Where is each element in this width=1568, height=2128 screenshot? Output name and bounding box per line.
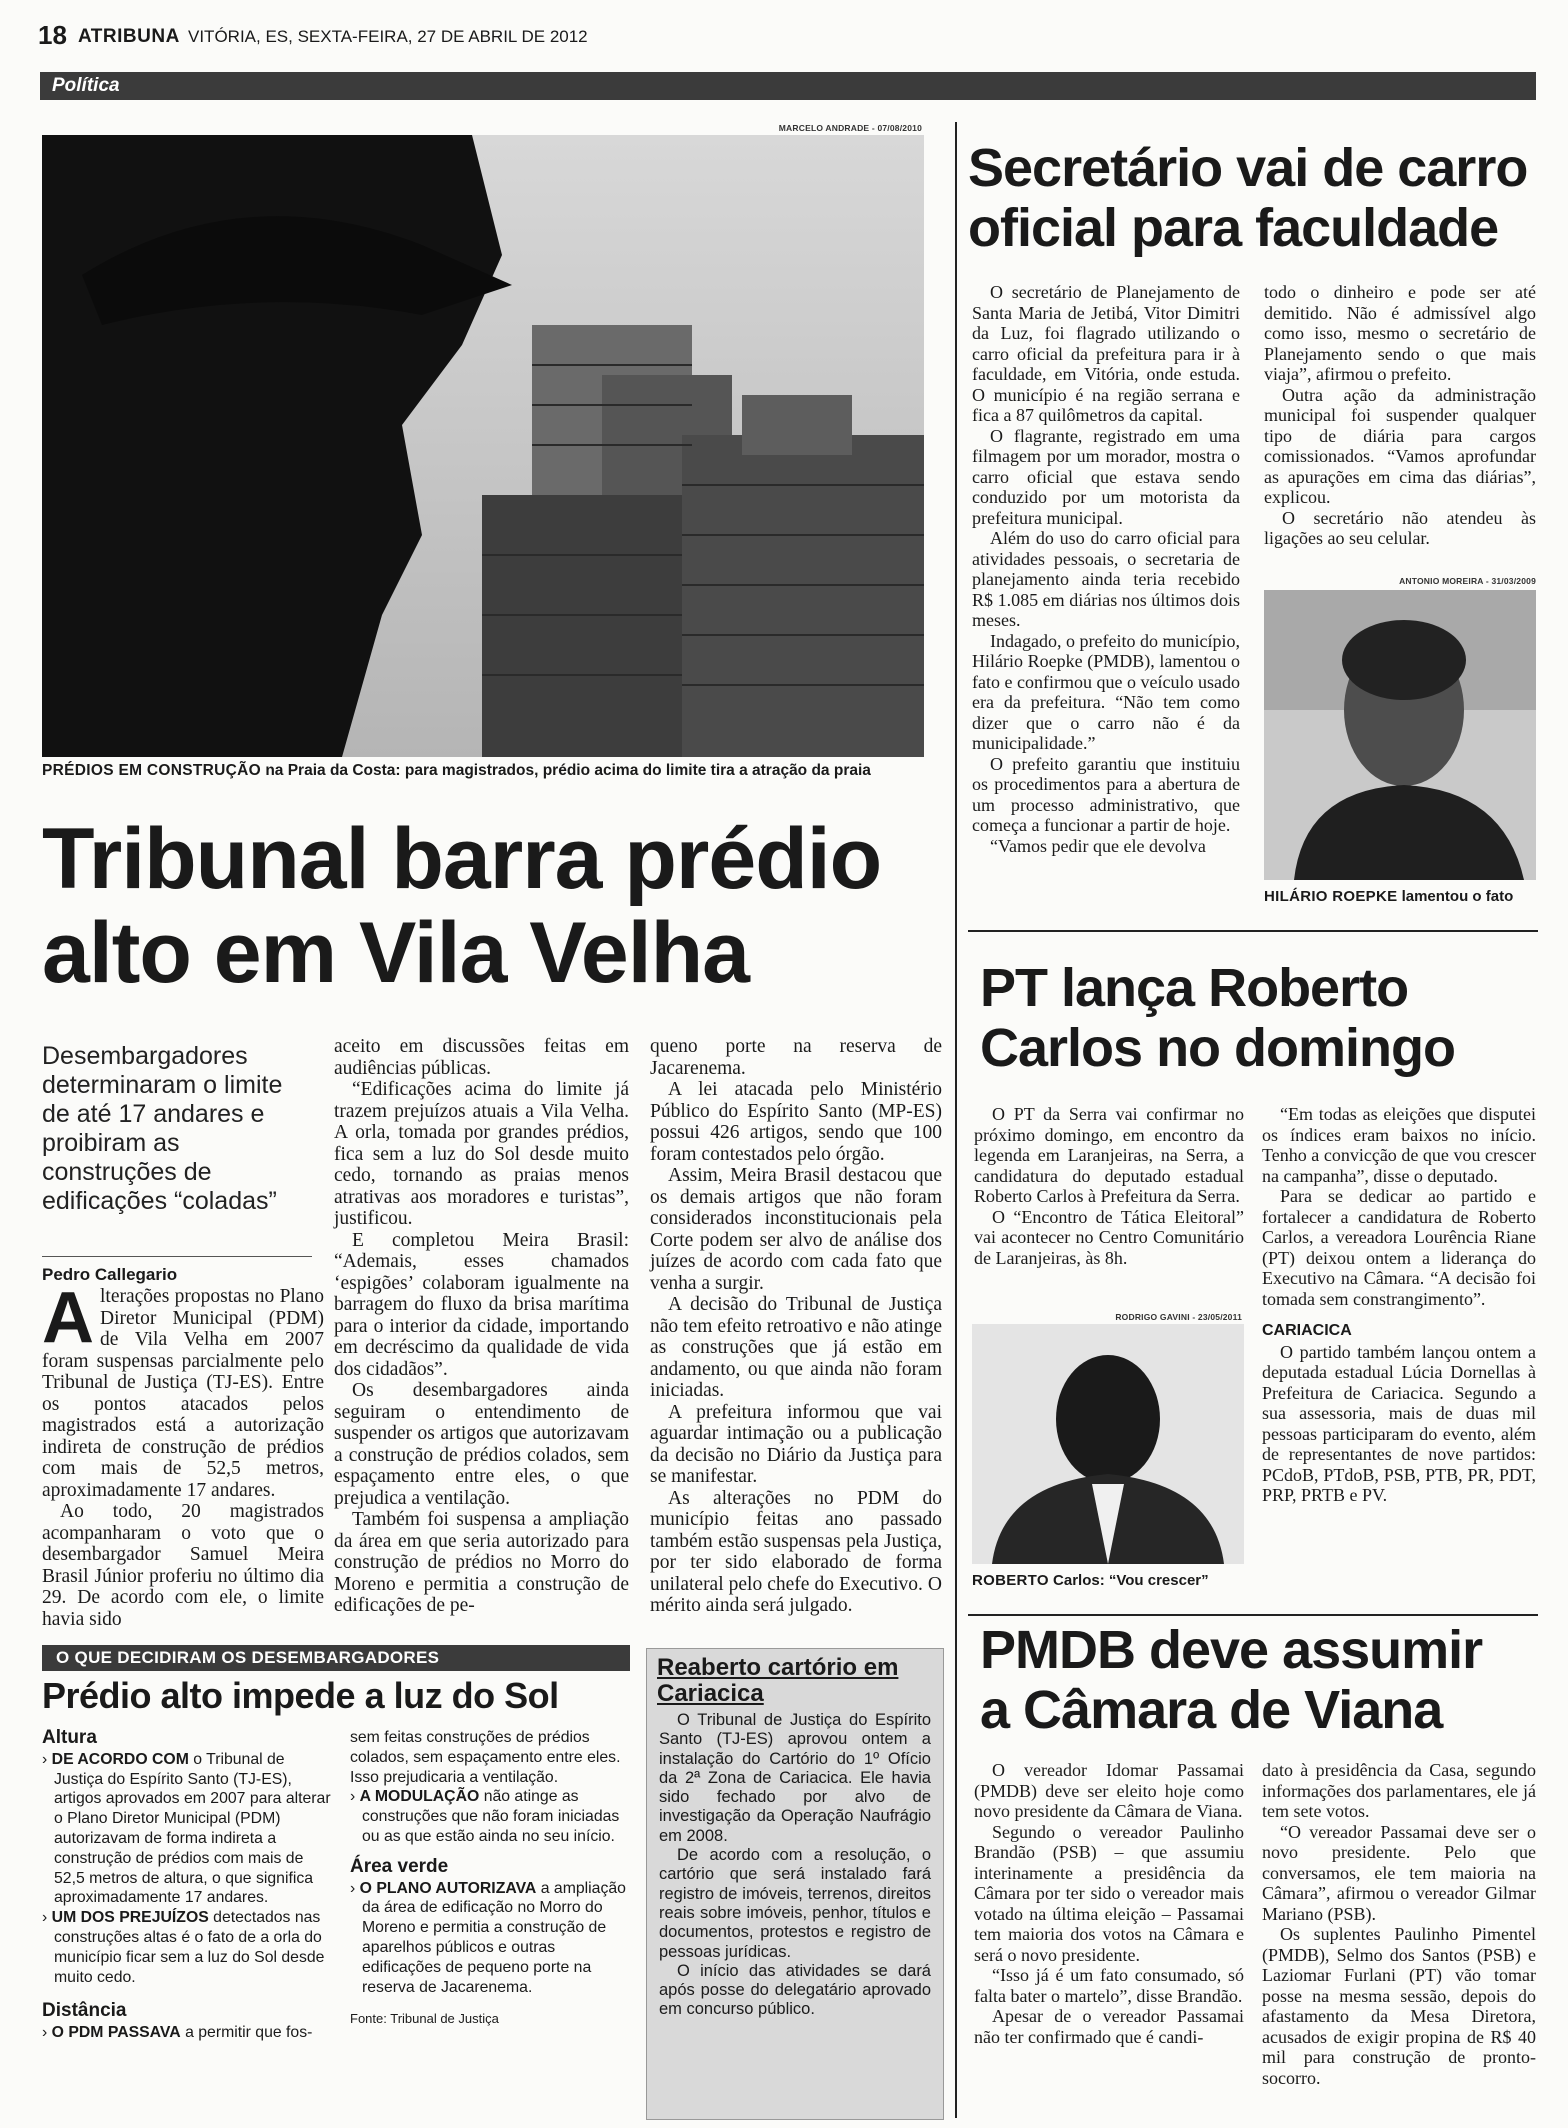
section-bar — [40, 72, 1536, 100]
drop-cap: A — [42, 1278, 94, 1358]
decision-box-kicker-bar — [42, 1645, 630, 1671]
story2-col2-p2: Outra ação da administração municipal foi suspender qualquer tipo de diária para cargos comissionados. “Vamos aprofundar as apurações em cima das diárias”, explicou. — [1264, 384, 1536, 507]
story3-headline-line-2: Carlos no domingo — [980, 1018, 1455, 1078]
section-label: Política — [52, 75, 120, 96]
roberto-carlos-portrait — [972, 1324, 1244, 1564]
story2-col1-p3: Além do uso do carro oficial para atividades pessoais, o secretaria de planejamento ainda teria recebido R$ 1.085 em diárias nos últimos dois meses. — [972, 528, 1240, 630]
story2-col2-p1: todo o dinheiro e pode ser até demitido. Não é admissível algo como isso, mesmo o secretário de Planejamento sendo o que mais viaja”, afirmou o prefeito. — [1264, 282, 1536, 384]
box-item-3: › O PDM PASSAVA a permitir que fos- — [42, 2024, 313, 2042]
story2-col1-p1: O secretário de Planejamento de Santa Maria de Jetibá, Vitor Dimitri da Luz, foi flagrado utilizando o carro oficial da prefeitura para ir à faculdade, em Vitória, onde estuda. O município é na região serrana e fica a 87 quilômetros da capital. — [972, 282, 1240, 425]
story2-headline-line-2: oficial para faculdade — [968, 198, 1499, 258]
sub-altura: Altura — [42, 1727, 97, 1748]
story2-col-2 — [1264, 282, 1536, 549]
box-source: Fonte: Tribunal de Justiça — [350, 2011, 499, 2027]
main-col2-p4: Os desembargadores ainda seguiram o entendimento de suspender os artigos que autorizavam a construção de prédios colados, sem espaçamento entre eles, o que prejudica a ventilação. — [334, 1380, 629, 1509]
story3-bottom-rule — [968, 1614, 1538, 1616]
story3-col-1 — [974, 1104, 1244, 1268]
column-divider — [955, 122, 957, 2118]
box-item-4: › A MODULAÇÃO não atinge as construções que não foram iniciadas ou as que estão ainda no seu início. — [350, 1788, 620, 1845]
story2-col1-p2: O flagrante, registrado em uma filmagem por um morador, mostra o carro oficial que estava sendo conduzido por um motorista da prefeitura municipal. — [972, 425, 1240, 528]
story2-caption-lead: HILÁRIO ROEPKE — [1264, 888, 1398, 905]
story3-caption — [972, 1572, 1252, 1589]
page-number: 18 — [38, 20, 67, 50]
decision-box-col-1 — [42, 1728, 338, 2043]
hilario-roepke-portrait — [1264, 590, 1536, 880]
box-item-3-cont: sem feitas construções de prédios colados, sem espaçamento entre eles. Isso prejudicaria a ventilação. — [350, 1729, 621, 1786]
story4-col-1 — [974, 1760, 1244, 2047]
main-col-1 — [42, 1278, 324, 1630]
main-col3-p4: A decisão do Tribunal de Justiça não tem efeito retroativo e não atinge as construções que já estão em andamento, ou que ainda não foram iniciadas. — [650, 1294, 942, 1401]
caption-lead: PRÉDIOS EM CONSTRUÇÃO — [42, 762, 262, 779]
story3-caption-lead: ROBERTO — [972, 1572, 1049, 1589]
box-item-5: › O PLANO AUTORIZAVA a ampliação da área de edificação no Morro do Moreno e permitia a construção de aparelhos públicos e outras edificações de pequeno porte na reserva de Jacarenema. — [350, 1879, 626, 1996]
story2-bottom-rule — [968, 930, 1538, 932]
main-byline: Pedro Callegario — [42, 1256, 312, 1285]
story2-headline — [968, 138, 1538, 258]
story3-col2-p1: “Em todas as eleições que disputei os índices eram baixos no início. Tenho a convicção de que vou crescer na campanha”, disse o deputado. — [1262, 1104, 1536, 1186]
main-col1-p2: Ao todo, 20 magistrados acompanharam o voto que o desembargador Samuel Meira Brasil Júnior proferiu no último dia 29. De acordo com ele, o limite havia sido — [42, 1501, 324, 1630]
story3-col2-p2: Para se dedicar ao partido e fortalecer a candidatura de Roberto Carlos, a vereadora Lourência Riane (PT) deixou ontem a liderança do Executivo na Câmara. “A decisão foi tomada sem constrangimento”. — [1262, 1186, 1536, 1309]
story4-col1-p2: Segundo o vereador Paulinho Brandão (PSB) – que assumiu interinamente a presidência da Câmara por ter sido o vereador mais votado na última eleição – Passamai tem maioria dos votos na Câmara e será o novo presidente. — [974, 1821, 1244, 1965]
page-header — [38, 20, 1538, 50]
story4-col2-p3: Os suplentes Paulinho Pimentel (PMDB), Selmo dos Santos (PSB) e Laziomar Furlani (PT) vão tomar posse na mesma sessão, depois do afastamento da Mesa Diretora, acusados de exigir propina de R$ 40 mil para construção de pronto-socorro. — [1262, 1924, 1536, 2088]
story2-photo — [1264, 590, 1536, 880]
caption-text: na Praia da Costa: para magistrados, prédio acima do limite tira a atração da praia — [265, 762, 871, 779]
story4-col2-p1: dato à presidência da Casa, segundo informações dos parlamentares, ele já tem sete votos. — [1262, 1760, 1536, 1821]
story2-col-1 — [972, 282, 1240, 856]
decision-box-kicker: O QUE DECIDIRAM OS DESEMBARGADORES — [56, 1648, 440, 1667]
story2-photo-credit: ANTONIO MOREIRA - 31/03/2009 — [1399, 576, 1536, 586]
main-col-2 — [334, 1036, 629, 1617]
main-col3-p1: queno porte na reserva de Jacarenema. — [650, 1036, 942, 1079]
story4-col1-p4: Apesar de o vereador Passamai não ter confirmado que é candi- — [974, 2006, 1244, 2047]
box-item-2: › UM DOS PREJUÍZOS detectados nas construções altas é o fato de a orla do município ficar sem a luz do Sol desde muito cedo. — [42, 1909, 325, 1986]
box-item-1: › DE ACORDO COM o Tribunal de Justiça do Espírito Santo (TJ-ES), artigos aprovados em 2007 para alterar o Plano Diretor Municipal (PDM) autorizavam de forma indireta a construção de prédios com mais de 52,5 metros de altura, o que significa aproximadamente 17 andares. — [42, 1750, 331, 1907]
story3-headline — [980, 958, 1540, 1078]
story4-headline-line-1: PMDB deve assumir — [980, 1620, 1483, 1680]
main-col-3 — [650, 1036, 942, 1617]
story2-col2-p3: O secretário não atendeu às ligações ao seu celular. — [1264, 507, 1536, 548]
main-col1-p1: lterações propostas no Plano Diretor Municipal (PDM) de Vila Velha em 2007 foram suspensas parcialmente pelo Tribunal de Justiça (TJ-ES). Entre os pontos atacados pelos magistrados está a autorização indireta de construção de prédios com mais de 52,5 metros, aproximadamente 17 andares. — [42, 1286, 324, 1501]
side-note-p1: O Tribunal de Justiça do Espírito Santo (TJ-ES) aprovou ontem a instalação do Cartório do 1º Ofício da 2ª Zona de Cariacica. Ele havia sido fechado por alvo de investigação da Operação Naufrágio em 2008. — [659, 1711, 931, 1845]
story4-headline — [980, 1620, 1540, 1740]
sub-area-verde: Área verde — [350, 1855, 449, 1877]
story3-col1-p1: O PT da Serra vai confirmar no próximo domingo, em encontro da legenda em Laranjeiras, na Serra, a candidatura do deputado estadual Roberto Carlos à Prefeitura da Serra. — [974, 1104, 1244, 1206]
story3-photo-credit: RODRIGO GAVINI - 23/05/2011 — [1115, 1312, 1242, 1322]
main-col2-p3: E completou Meira Brasil: “Ademais, esses chamados ‘espigões’ colaboram igualmente na barragem do fluxo da brisa marítima para o interior da cidade, importando em decréscimo da qualidade de vida dos cidadãos”. — [334, 1229, 629, 1380]
main-headline-line-1: Tribunal barra prédio — [42, 811, 882, 907]
side-note-title: Reaberto cartório em Cariacica — [657, 1654, 899, 1707]
decision-box-col-2 — [350, 1728, 636, 2029]
main-photo — [42, 135, 924, 757]
story3-col1-p2: O “Encontro de Tática Eleitoral” vai acontecer no Centro Comunitário de Laranjeiras, às 8h. — [974, 1206, 1244, 1268]
main-headline-line-2: alto em Vila Velha — [42, 905, 749, 1001]
main-headline — [42, 812, 942, 1000]
story3-subhead: CARIACICA — [1262, 1322, 1352, 1339]
story4-col1-p3: “Isso já é um fato consumado, só falta bater o martelo”, disse Brandão. — [974, 1965, 1244, 2006]
side-note-box — [646, 1648, 944, 2120]
side-note-p2: De acordo com a resolução, o cartório que será instalado fará registro de imóveis, terrenos, direitos reais sobre imóveis, penhor, títulos e documentos, protestos e registro de pessoas jurídicas. — [659, 1846, 931, 1961]
newspaper-name: ATRIBUNA — [78, 26, 180, 47]
main-col2-p1: aceito em discussões feitas em audiências públicas. — [334, 1036, 629, 1079]
main-col3-p2: A lei atacada pelo Ministério Público do Espírito Santo (MP-ES) possui 426 artigos, sendo que 100 foram contestados pelo órgão. — [650, 1079, 942, 1165]
decision-box-title: Prédio alto impede a luz do Sol — [42, 1675, 559, 1716]
story3-col-2 — [1262, 1104, 1536, 1506]
story2-headline-line-1: Secretário vai de carro — [968, 138, 1528, 198]
sub-distancia: Distância — [42, 2000, 127, 2022]
story4-headline-line-2: a Câmara de Viana — [980, 1680, 1443, 1740]
story3-caption-text: Carlos: “Vou crescer” — [1053, 1572, 1209, 1589]
buildings-photo-illustration — [42, 135, 924, 757]
story2-col1-p6: “Vamos pedir que ele devolva — [990, 835, 1206, 856]
story3-photo — [972, 1324, 1244, 1564]
story2-caption — [1264, 888, 1544, 905]
main-photo-caption — [42, 762, 942, 780]
main-col3-p3: Assim, Meira Brasil destacou que os demais artigos que não foram considerados inconstitucionais pela Corte podem ser alvo de análise dos juízes de acordo com cada fato que venha a surgir. — [650, 1165, 942, 1294]
dateline: VITÓRIA, ES, SEXTA-FEIRA, 27 DE ABRIL DE 2012 — [188, 27, 588, 46]
main-col3-p5: A prefeitura informou que vai aguardar intimação ou a publicação da decisão no Diário da Justiça para se manifestar. — [650, 1401, 942, 1487]
main-col2-p2: “Edificações acima do limite já trazem prejuízos atuais a Vila Velha. A orla, tomada por grandes prédios, fica sem a luz do Sol desde muito cedo, tornando as praias menos atrativas aos moradores e turistas”, justificou. — [334, 1079, 629, 1229]
story4-col1-p1: O vereador Idomar Passamai (PMDB) deve ser eleito hoje como novo presidente da Câmara de Viana. — [974, 1760, 1244, 1821]
story2-col1-p4: Indagado, o prefeito do município, Hilário Roepke (PMDB), lamentou o fato e confirmou que o veículo usado era da prefeitura. “Não tem como dizer que o carro não é da municipalidade.” — [972, 630, 1240, 753]
side-note-p3: O início das atividades se dará após posse do delegatário aprovado em concurso público. — [659, 1961, 931, 2019]
side-note-body — [647, 1711, 943, 2020]
main-col2-p5: Também foi suspensa a ampliação da área em que seria autorizado para construção de prédios no Morro do Moreno e permitia a construção de edificações de pe- — [334, 1509, 629, 1616]
story2-caption-text: lamentou o fato — [1401, 888, 1514, 905]
story3-col2-p3: O partido também lançou ontem a deputada estadual Lúcia Dornellas à Prefeitura de Cariacica. Segundo a sua assessoria, mais de duas mil pessoas participaram do evento, além de representantes de nove partidos: PCdoB, PTdoB, PSB, PTB, PR, PDT, PRP, PRTB e PV. — [1262, 1341, 1536, 1505]
story2-col1-p5: O prefeito garantiu que instituiu os procedimentos para a abertura de um processo administrativo, que começa a funcionar a partir de hoje. — [972, 753, 1240, 835]
main-photo-credit: MARCELO ANDRADE - 07/08/2010 — [778, 123, 922, 133]
main-col3-p6: As alterações no PDM do município feitas ano passado também estão suspensas pela Justiça, por ter sido elaborado de forma unilateral pelo chefe do Executivo. O mérito ainda será julgado. — [650, 1487, 942, 1616]
main-deck: Desembargadores determinaram o limite de até 17 andares e proibiram as construções de edificações “coladas” — [42, 1042, 283, 1215]
story4-col-2 — [1262, 1760, 1536, 2088]
story4-col2-p2: “O vereador Passamai deve ser o novo presidente. Pelo que conversamos, ele tem maioria na Câmara”, afirmou o vereador Gilmar Mariano (PSB). — [1262, 1821, 1536, 1924]
story3-headline-line-1: PT lança Roberto — [980, 958, 1409, 1018]
